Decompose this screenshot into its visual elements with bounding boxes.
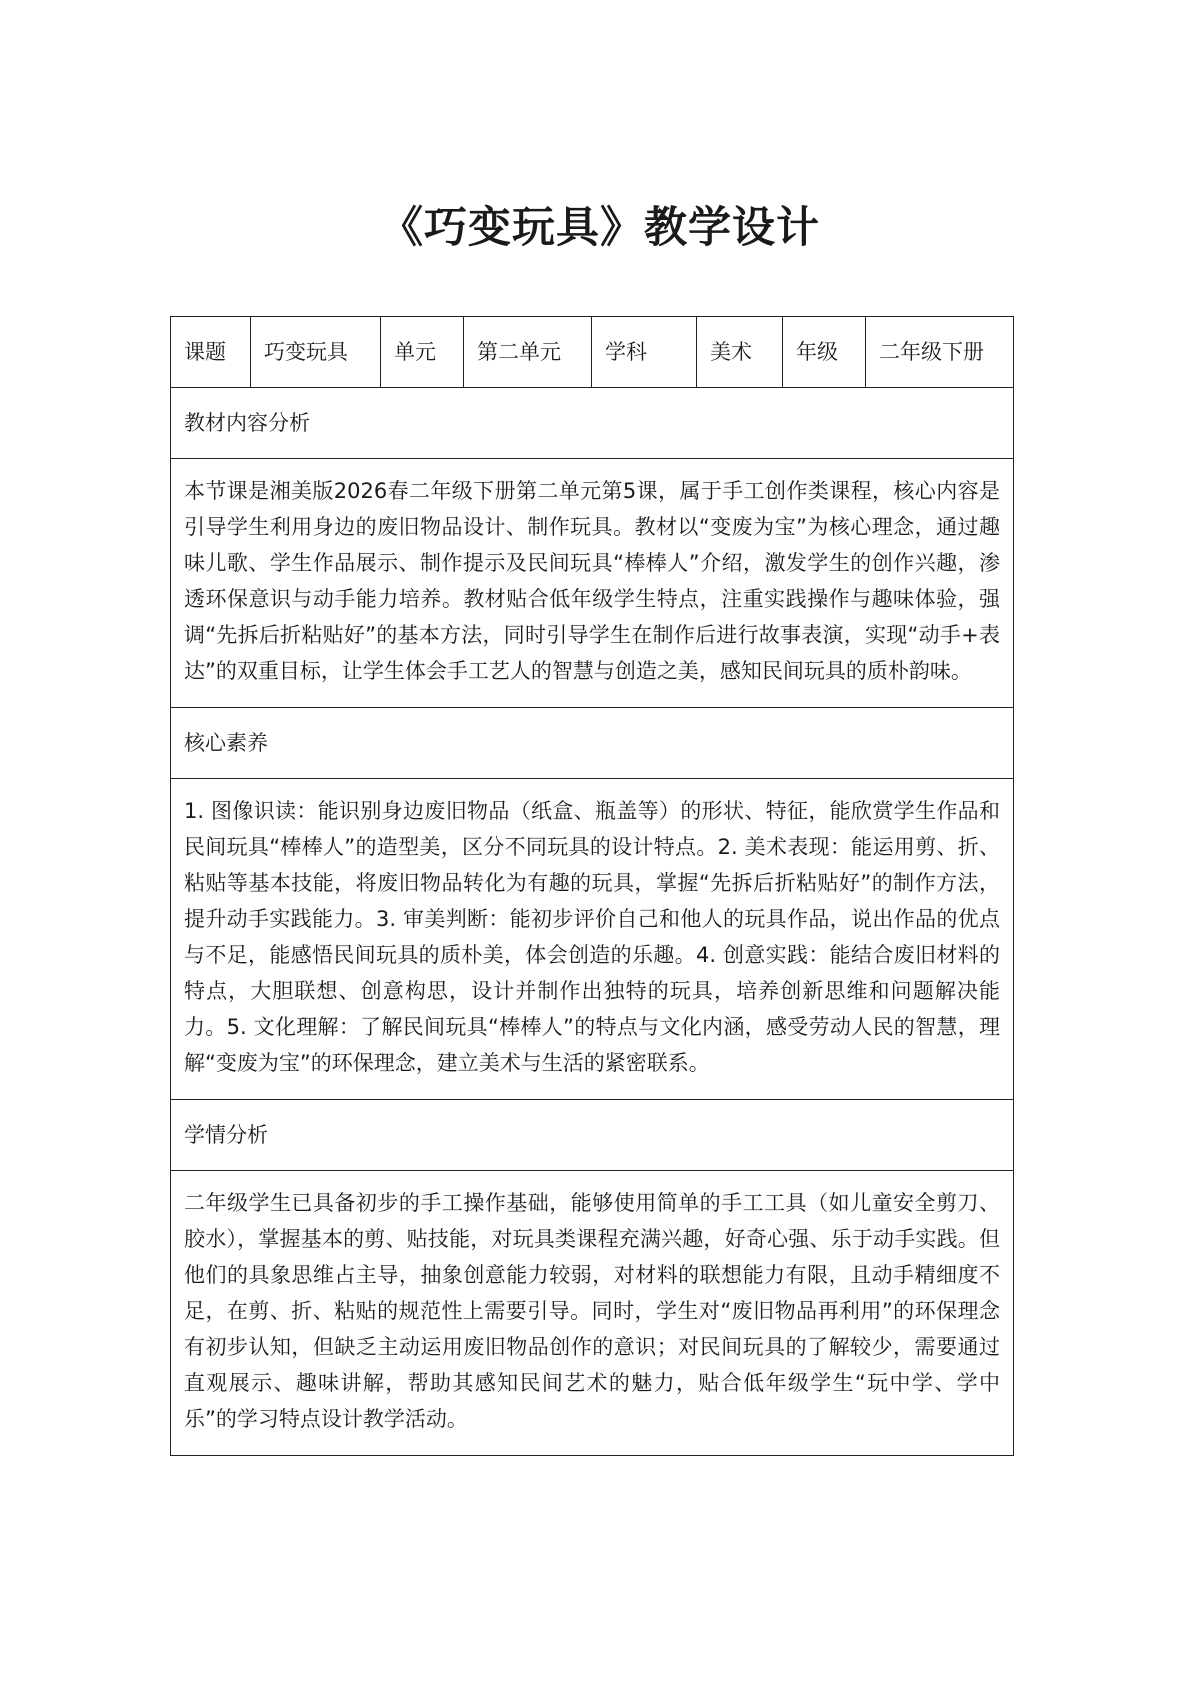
section-heading-textbook-analysis: 教材内容分析 [171,388,1014,459]
grade-value: 二年级下册 [866,317,1014,388]
subject-value: 美术 [697,317,783,388]
meta-row [171,317,1014,388]
unit-label: 单元 [381,317,464,388]
grade-label: 年级 [783,317,866,388]
section-body-row [171,459,1014,708]
document-title: 《巧变玩具》教学设计 [380,203,820,253]
lesson-plan-table [170,316,1014,1456]
topic-value: 巧变玩具 [251,317,381,388]
section-body-student-analysis: 二年级学生已具备初步的手工操作基础，能够使用简单的手工工具（如儿童安全剪刀、胶水），掌握基本的剪、贴技能，对玩具类课程充满兴趣，好奇心强、乐于动手实践。但他们的具象思维占主导，抽象创意能力较弱，对材料的联想能力有限，且动手精细度不足，在剪、折、粘贴的规范性上需要引导。同时，学生对“废旧物品再利用”的环保理念有初步认知，但缺乏主动运用废旧物品创作的意识；对民间玩具的了解较少，需要通过直观展示、趣味讲解，帮助其感知民间艺术的魅力，贴合低年级学生“玩中学、学中乐”的学习特点设计教学活动。 [171,1171,1014,1456]
section-heading-row [171,388,1014,459]
unit-value: 第二单元 [464,317,592,388]
section-body-row [171,1171,1014,1456]
topic-label: 课题 [171,317,251,388]
section-heading-row [171,1100,1014,1171]
section-heading-core-literacy: 核心素养 [171,708,1014,779]
section-body-core-literacy: 1. 图像识读：能识别身边废旧物品（纸盒、瓶盖等）的形状、特征，能欣赏学生作品和民间玩具“棒棒人”的造型美，区分不同玩具的设计特点。2. 美术表现：能运用剪、折、粘贴等基本技能，将废旧物品转化为有趣的玩具，掌握“先拆后折粘贴好”的制作方法，提升动手实践能力。3. 审美判断：能初步评价自己和他人的玩具作品，说出作品的优点与不足，能感悟民间玩具的质朴美，体会创造的乐趣。4. 创意实践：能结合废旧材料的特点，大胆联想、创意构思，设计并制作出独特的玩具，培养创新思维和问题解决能力。5. 文化理解：了解民间玩具“棒棒人”的特点与文化内涵，感受劳动人民的智慧，理解“变废为宝”的环保理念，建立美术与生活的紧密联系。 [171,779,1014,1100]
subject-label: 学科 [592,317,697,388]
section-body-textbook-analysis: 本节课是湘美版2026春二年级下册第二单元第5课，属于手工创作类课程，核心内容是引导学生利用身边的废旧物品设计、制作玩具。教材以“变废为宝”为核心理念，通过趣味儿歌、学生作品展示、制作提示及民间玩具“棒棒人”介绍，激发学生的创作兴趣，渗透环保意识与动手能力培养。教材贴合低年级学生特点，注重实践操作与趣味体验，强调“先拆后折粘贴好”的基本方法，同时引导学生在制作后进行故事表演，实现“动手+表达”的双重目标，让学生体会手工艺人的智慧与创造之美，感知民间玩具的质朴韵味。 [171,459,1014,708]
section-heading-student-analysis: 学情分析 [171,1100,1014,1171]
section-heading-row [171,708,1014,779]
section-body-row [171,779,1014,1100]
